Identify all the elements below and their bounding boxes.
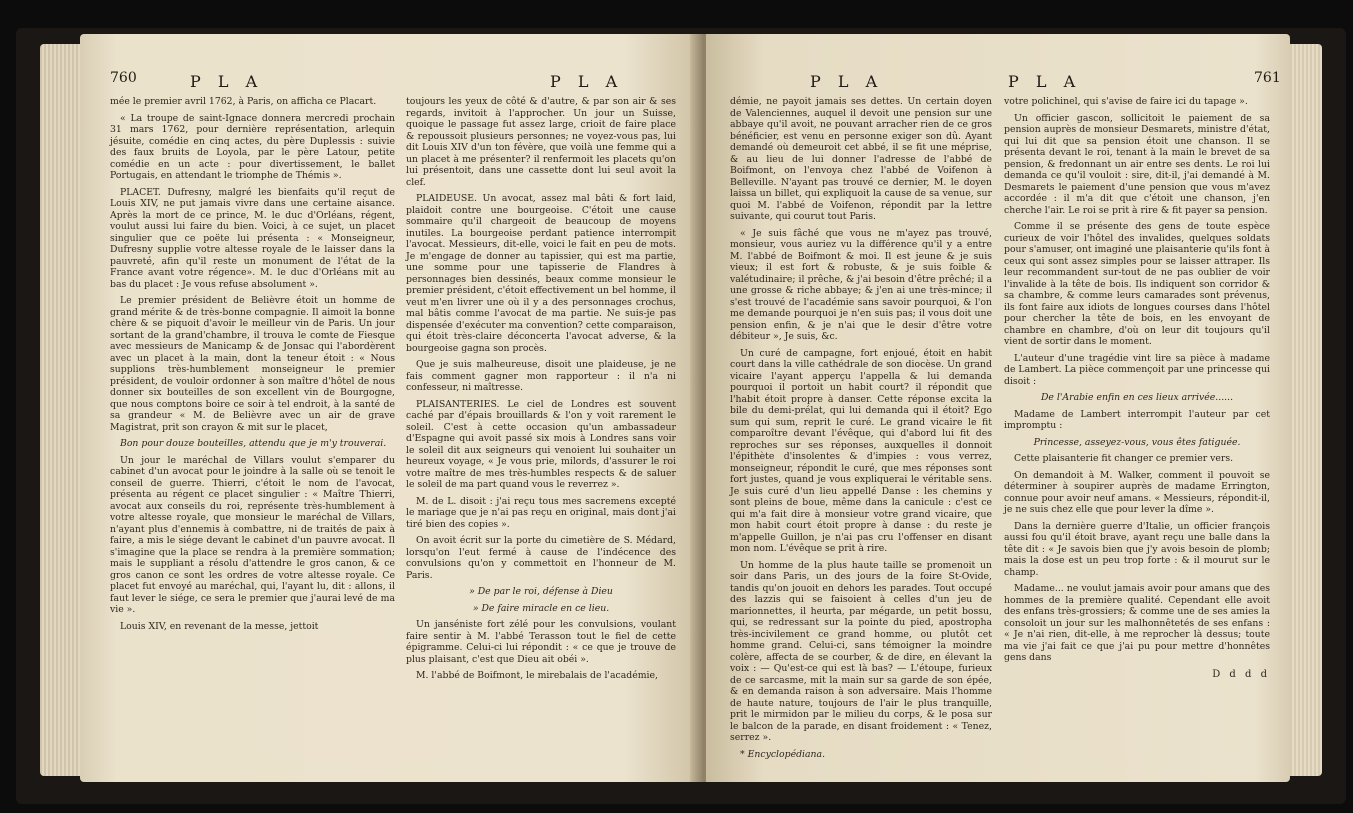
right-column <box>406 96 676 687</box>
left-page <box>80 34 698 782</box>
right-column <box>1004 96 1270 680</box>
paragraph: Que je suis malheureuse, disoit une plaideuse, je ne fais comment gagner mon rapporteur : il n'a ni confesseur, ni maîtresse. <box>406 359 676 393</box>
paragraph: « La troupe de saint-Ignace donnera mercredi prochain 31 mars 1762, pour dernière représentation, arlequin jésuite, comédie en cinq actes, du père Duplessis : suivie des faux bruits de Loyola, par le père Latour, petite comédie en un acte : pour divertissement, le ballet Portugais, en attendant le triomphe de Thémis ». <box>110 112 395 181</box>
page-number: 760 <box>110 70 137 86</box>
paragraph: Bon pour douze bouteilles, attendu que je m'y trouverai. <box>120 438 387 449</box>
paragraph: M. l'abbé de Boifmont, le mirebalais de l'académie, <box>416 670 658 681</box>
paragraph: démie, ne payoit jamais ses dettes. Un certain doyen de Valenciennes, auquel il devoit une pension sur une abbaye qu'il avoit, ne pouvant arracher rien de ce gros bénéficier, est venu en personne exiger son dû. Ayant demandé où demeuroit cet abbé, il se fit une méprise, & au lieu de lui donner l'adresse de l'abbé de Boifmont, on l'envoya chez l'abbé de Voifenon à Belleville. N'ayant pas trouvé ce dernier, M. le doyen laissa un billet, qui expliquoit la cause de sa venue, sur quoi M. l'abbé de Voifenon, répondit par la lettre suivante, qui courut tout Paris. <box>730 96 992 222</box>
paragraph: Madame... ne voulut jamais avoir pour amans que des hommes de la première qualité. Cependant elle avoit des enfans très-grossiers; & comme une de ses amies la consoloit un jour sur les malhonnêtetés de ses enfans : « Je n'ai rien, dit-elle, à me reprocher là dessus; toute ma vie j'ai fait ce que j'ai pu pour mettre d'honnêtes gens dans <box>1004 583 1270 663</box>
footnote: * Encyclopédiana. <box>740 748 826 760</box>
paragraph: On demandoit à M. Walker, comment il pouvoit se déterminer à soupirer auprès de madame Errington, connue pour avoir neuf amans. « Messieurs, répondit-il, je ne suis chez elle que pour lever la dîme ». <box>1004 469 1270 515</box>
paragraph: Madame de Lambert interrompit l'auteur par cet impromptu : <box>1004 408 1270 431</box>
running-header: P L A <box>190 72 264 91</box>
left-column <box>110 96 395 637</box>
paragraph: Dans la dernière guerre d'Italie, un officier françois aussi fou qu'il étoit brave, ayant reçu une balle dans la tête dit : « Je savois bien que j'y avois besoin de plomb; mais la dose est un peu trop forte : & il mourut sur le champ. <box>1004 520 1270 578</box>
verse-line: » De par le roi, défense à Dieu <box>469 586 613 597</box>
paragraph: Louis XIV, en revenant de la messe, jettoit <box>120 620 319 632</box>
paragraph: PLAISANTERIES. Le ciel de Londres est souvent caché par d'épais brouillards & l'on y voit rarement le soleil. C'est à cette occasion qu'un ambassadeur d'Espagne qui avoit passé six mois à Londres sans voir le soleil dit aux seigneurs qui venoient lui souhaiter un heureux voyage, « Je vous prie, milords, d'assurer le roi votre maître de mes très-humbles respects & de saluer le soleil de ma part quand vous le reverrez ». <box>406 398 676 490</box>
verse-line: De l'Arabie enfin en ces lieux arrivée...... <box>1040 392 1234 403</box>
verse-line: Princesse, asseyez-vous, vous êtes fatiguée. <box>1033 436 1241 448</box>
paragraph: L'auteur d'une tragédie vint lire sa pièce à madame de Lambert. La pièce commençoit par une princesse qui disoit : <box>1004 352 1270 387</box>
left-column <box>730 96 992 765</box>
signature-mark: D d d d <box>1212 668 1270 680</box>
running-header: P L A <box>550 72 624 91</box>
paragraph: toujours les yeux de côté & d'autre, & par son air & ses regards, invitoit à l'approcher. Un jour un Suisse, quoique le passage fut assez large, crioit de faire place & repoussoit plusieurs personnes; ne voyez-vous pas, lui dit Louis XIV d'un ton févère, que voilà une femme qui a un placet à me présenter? il renfermoit les placets qu'on lui présentoit, dans une cassette dont lui seul avoit la clef. <box>406 96 676 188</box>
paragraph: Un janséniste fort zélé pour les convulsions, voulant faire sentir à M. l'abbé Terasson tout le fiel de cette épigramme. Celui-ci lui répondit : « ce que je trouve de plus plaisant, c'est que Dieu ait obéi ». <box>406 619 676 665</box>
paragraph: votre polichinel, qui s'avise de faire ici du tapage ». <box>1004 96 1248 107</box>
paragraph: M. de L. disoit : j'ai reçu tous mes sacremens excepté le mariage que je n'ai pas reçu en original, mais dont j'ai tiré bien des copies ». <box>406 495 676 530</box>
paragraph: PLAIDEUSE. Un avocat, assez mal bâti & fort laid, plaidoit contre une bourgeoise. C'étoit une cause sommaire qu'il chargeoit de beaucoup de moyens inutiles. La bourgeoise perdant patience interrompit l'avocat. Messieurs, dit-elle, voici le fait en peu de mots. Je m'engage de donner au tapissier, qui est ma partie, une somme pour une tapisserie de Flandres à personnages bien dessinés, beaux comme monsieur le premier président, c'étoit effectivement un bel homme, il veut m'en livrer une où il y a des personnages crochus, mal bâtis comme l'avocat de ma partie. Ne suis-je pas dispensée d'exécuter ma convention? cette comparaison, qui étoit très-claire déconcerta l'avocat adverse, & la bourgeoise gagna son procès. <box>406 193 676 354</box>
right-page <box>706 34 1290 782</box>
paragraph: Un officier gascon, sollicitoit le paiement de sa pension auprès de monsieur Desmarets, ministre d'état, qui lui dit que sa pension étoit une chanson. Il se présenta devant le roi, tenant à la main le brevet de sa pension, & fredonnant un air entre ses dents. Le roi lui demanda ce qu'il vouloit : sire, dit-il, j'ai demandé à M. Desmarets le paiement d'une pension que vous m'avez accordée : il m'a dit que c'étoit une chanson, j'en cherche l'air. Le roi se prit à rire & fit payer sa pension. <box>1004 112 1270 216</box>
paragraph: Cette plaisanterie fit changer ce premier vers. <box>1014 453 1234 464</box>
page-number: 761 <box>1254 70 1281 86</box>
running-header: P L A <box>1008 72 1082 91</box>
verse-line: » De faire miracle en ce lieu. <box>472 602 610 614</box>
paragraph: Un homme de la plus haute taille se promenoit un soir dans Paris, un des jours de la foire St-Ovide, tandis qu'on jouoit en dehors les parades. Tout occupé des lazzis qui se faisoient à celles d'un jeu de marionnettes, il heurta, par mégarde, un petit bossu, qui, se redressant sur la pointe du pied, apostropha très-incivilement ce grand homme, ou plutôt cet homme grand. Celui-ci, sans témoigner la moindre colère, affecta de se courber, & de dire, en élevant la voix : — Qu'est-ce qui est là bas? — L'étoupe, furieux de ce sarcasme, mit la main sur sa garde de son épée, & en demanda raison à son adversaire. Mais l'homme de haute nature, toujours de l'air le plus tranquille, prit le mirmidon par le milieu du corps, & le posa sur le balcon de la parade, en disant froidement : « Tenez, serrez ». <box>730 559 992 743</box>
paragraph: mée le premier avril 1762, à Paris, on afficha ce Placart. <box>110 96 377 107</box>
paragraph: Un curé de campagne, fort enjoué, étoit en habit court dans la ville cathédrale de son diocèse. Un grand vicaire l'ayant apperçu l'appella & lui demanda pourquoi il portoit un habit court? il répondit que l'habit étoit propre à danser. Cette réponse excita la bile du demi-prélat, qui lui demanda qui il étoit? Ego sum qui sum, reprit le curé. Le grand vicaire le fit comparoître devant l'évêque, qui d'abord lui fit des reproches sur ses réponses, auxquelles il donnoit l'épithète d'insolentes & d'impies : vous verrez, monseigneur, répondit le curé, que mes réponses sont fort justes, quand je vous expliquerai le véritable sens. Je suis curé d'un lieu appellé Danse : les chemins y sont pleins de boue, même dans la canicule : c'est ce qui m'a fait dire à monsieur votre grand vicaire, que mon habit court étoit propre à danse : du reste je m'appelle Guillon, je n'ai pas cru l'offenser en disant mon nom. L'évêque se prit à rire. <box>730 347 992 554</box>
paragraph: Le premier président de Belièvre étoit un homme de grand mérite & de très-bonne compagnie. Il aimoit la bonne chère & se piquoit d'avoir le meilleur vin de Paris. Un jour sortant de la grand'chambre, il trouva le comte de Fiesque avec messieurs de Manicamp & de Jonsac qui l'abordèrent avec un placet à la main, dont la teneur étoit : « Nous supplions très-humblement monseigneur le premier président, de vouloir ordonner à son maître d'hôtel de nous donner six bouteilles de son excellent vin de Bourgogne, que nous comptons boire ce soir à tel endroit, à la santé de sa grandeur « M. de Belièvre avec un air de grave Magistrat, prit son crayon & mit sur le placet, <box>110 295 395 433</box>
paragraph: On avoit écrit sur la porte du cimetière de S. Médard, lorsqu'on l'eut fermé à cause de l'indécence des convulsions qu'on y commettoit en l'honneur de M. Paris. <box>406 535 676 581</box>
running-header: P L A <box>810 72 884 91</box>
paragraph: Comme il se présente des gens de toute espèce curieux de voir l'hôtel des invalides, quelques soldats pour s'amuser, ont imaginé une plaisanterie qu'ils font à ceux qui sont assez simples pour se laisser attraper. Ils leur recommandent sur-tout de ne pas oublier de voir l'invalide à la tête de bois. Ils indiquent son corridor & sa chambre, & comme leurs camarades sont prévenus, ils font faire aux idiots de longues courses dans l'hôtel pour chercher la tête de bois, en les envoyant de chambre en chambre, d'où on leur dit toujours qu'il vient de sortir dans le moment. <box>1004 221 1270 347</box>
paragraph: PLACET. Dufresny, malgré les bienfaits qu'il reçut de Louis XIV, ne put jamais vivre dans une certaine aisance. Après la mort de ce prince, M. le duc d'Orléans, régent, voulut aussi lui faire du bien. Voici, à ce sujet, un placet singulier que ce poëte lui présenta : « Monseigneur, Dufresny supplie votre altesse royale de le laisser dans la pauvreté, afin qu'il reste un monument de l'état de la France avant votre régence». M. le duc d'Orléans mit au bas du placet : Je vous refuse absolument ». <box>110 186 395 290</box>
paragraph: « Je suis fâché que vous ne m'ayez pas trouvé, monsieur, vous auriez vu la différence qu'il y a entre M. l'abbé de Boifmont & moi. Il est jeune & je suis vieux; il est fort & robuste, & je suis foible & valétudinaire; il prêche, & j'ai besoin d'être prêché; il a une grosse & riche abbaye; & j'en ai une très-mince; il s'est trouvé de l'académie sans savoir pourquoi, & l'on me demande pourquoi je n'en suis pas; il vous doit une pension enfin, & je n'ai que le desir d'être votre débiteur », Je suis, &c. <box>730 227 992 342</box>
paragraph: Un jour le maréchal de Villars voulut s'emparer du cabinet d'un avocat pour le joindre à la salle où se tenoit le conseil de guerre. Thierri, c'étoit le nom de l'avocat, présenta au régent ce placet singulier : « Maître Thierri, avocat aux conseils du roi, représente très-humblement à votre altesse royale, que monsieur le maréchal de Villars, n'ayant plus d'ennemis à combattre, ni de traités de paix à faire, a mis le siége devant le cabinet d'un pauvre avocat. Il s'imagine que la place se rendra à la première sommation; mais le suppliant a résolu d'attendre le gros canon, & ce gros canon ce sont les ordres de votre altesse royale. Ce placet fut envoyé au maréchal, qui, l'ayant lu, dit : allons, il faut lever le siége, ce sera le premier que j'aurai levé de ma vie ». <box>110 454 395 615</box>
